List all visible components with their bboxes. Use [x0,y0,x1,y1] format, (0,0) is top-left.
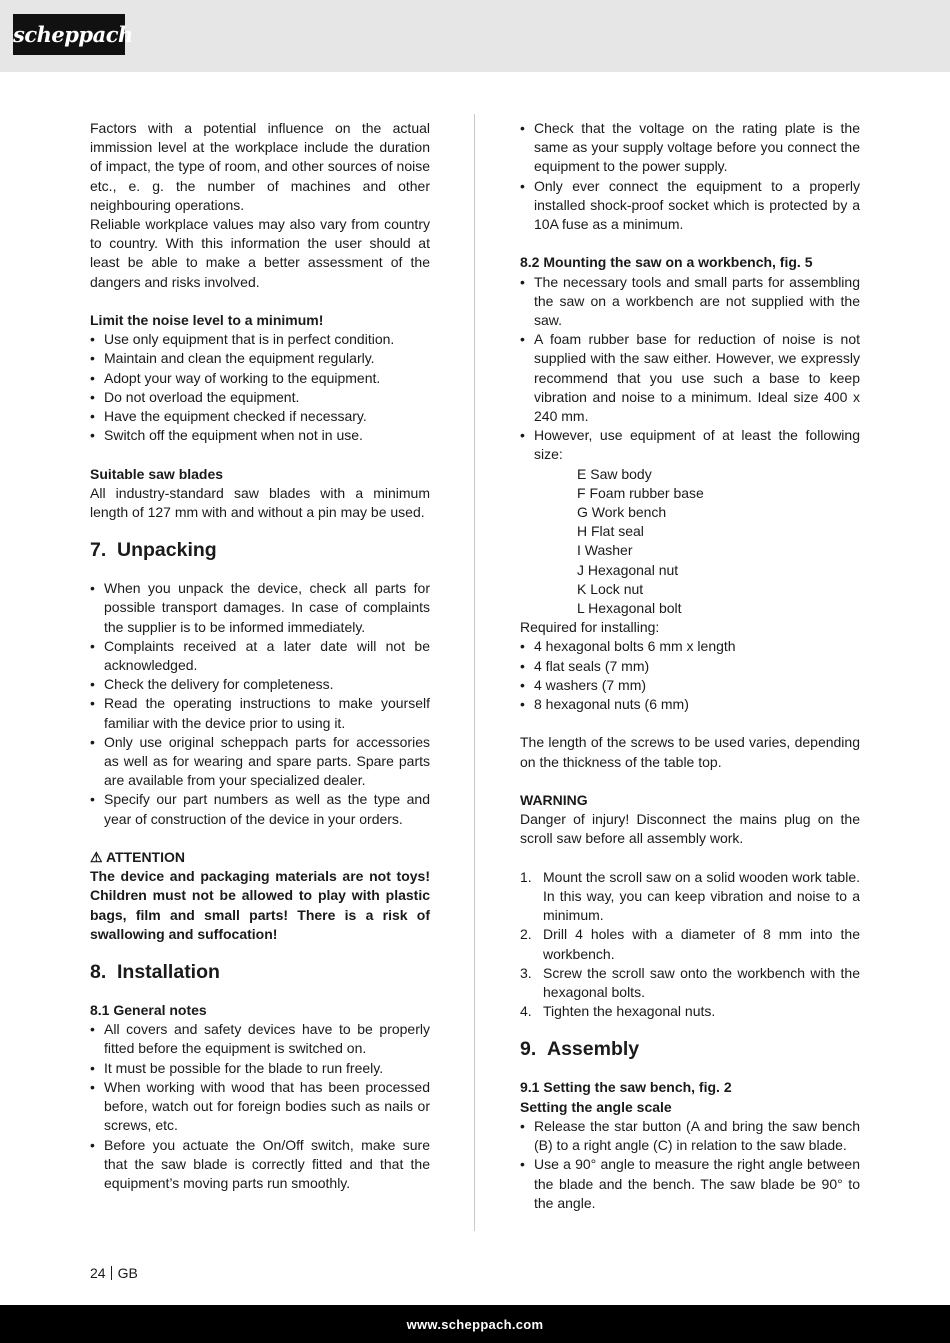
warning-heading: WARNING [520,792,588,809]
list-item: • Check the delivery for completeness. [90,675,430,694]
list-item: • Maintain and clean the equipment regularly. [90,349,430,368]
list-item: H Flat seal [577,523,644,540]
list-item: • 4 flat seals (7 mm) [520,657,860,676]
list-item: • Specify our part numbers as well as the type and year of construction of the device in your orders. [90,790,430,828]
step-item: 2. Drill 4 holes with a diameter of 8 mm into the workbench. [520,926,860,962]
list-item: • Switch off the equipment when not in use. [90,426,430,445]
angle-heading: Setting the angle scale [520,1098,672,1115]
mounting-steps [520,868,860,1022]
angle-list [520,1117,860,1213]
website-link[interactable]: www.scheppach.com [406,1317,544,1332]
attention-heading: ⚠ ATTENTION [90,849,186,866]
list-item: • Have the equipment checked if necessary. [90,407,430,426]
list-item: • Complaints received at a later date will not be acknowledged. [90,637,430,675]
right-column [520,119,860,1213]
list-item: • A foam rubber base for reduction of noise is not supplied with the saw either. However, we expressly recommend that you use such a base to keep vibration and noise to a minimum. Ideal size 400 x 240 mm. [520,330,860,426]
list-item: • Only use original scheppach parts for accessories as well as for wearing and spare parts. Spare parts are available from your specialized dealer. [90,733,430,791]
warning-text: Danger of injury! Disconnect the mains plug on the scroll saw before all assembly work. [520,811,860,847]
intro-paragraph: Reliable workplace values may also vary from country to country. With this information the user should at least be able to make a better assessment of the dangers and risks involved. [90,216,430,290]
list-item: • However, use equipment of at least the following size: [520,426,860,464]
bench-heading: 9.1 Setting the saw bench, fig. 2 [520,1079,732,1096]
list-item: • Release the star button (A and bring the saw bench (B) to a right angle (C) in relation to the saw blade. [520,1117,860,1155]
step-item: 3. Screw the scroll saw onto the workbench with the hexagonal bolts. [520,964,860,1001]
list-item: • Do not overload the equipment. [90,388,430,407]
required-label: Required for installing: [520,619,660,636]
parts-list [520,465,860,619]
list-item: J Hexagonal nut [577,561,679,578]
list-item: • 4 washers (7 mm) [520,676,860,695]
list-item: • It must be possible for the blade to run freely. [90,1059,430,1078]
list-item: • All covers and safety devices have to be properly fitted before the equipment is switched on. [90,1020,430,1058]
list-item: • When working with wood that has been processed before, watch out for foreign bodies such as nails or screws, etc. [90,1078,430,1136]
list-item: • 4 hexagonal bolts 6 mm x length [520,637,860,656]
list-item: • Before you actuate the On/Off switch, make sure that the saw blade is correctly fitted and that the equipment’s moving parts run smoothly. [90,1136,430,1194]
intro-paragraph: Factors with a potential influence on the actual immission level at the workplace include the duration of impact, the type of room, and other sources of noise etc., e. g. the number of machines and other neighbouring operations. [90,120,430,213]
attention-text: The device and packaging materials are not toys! Children must not be allowed to play with plastic bags, film and small parts! There is a risk of swallowing and suffocation! [90,868,430,942]
list-item: • Read the operating instructions to make yourself familiar with the device prior to using it. [90,694,430,732]
page-footer [0,1305,950,1343]
blades-paragraph: All industry-standard saw blades with a minimum length of 127 mm with and without a pin may be used. [90,484,430,521]
list-item: K Lock nut [577,580,644,597]
section-heading-unpacking: 7. Unpacking [90,539,217,562]
list-item: • Only ever connect the equipment to a properly installed shock-proof socket which is protected by a 10A fuse as a minimum. [520,177,860,235]
general-notes-heading: 8.1 General notes [90,1002,207,1019]
list-item: • Check that the voltage on the rating plate is the same as your supply voltage before you connect the equipment to the power supply. [520,119,860,177]
mount-list [520,273,860,465]
step-item: 1. Mount the scroll saw on a solid wooden work table. In this way, you can keep vibration and noise to a minimum. [520,868,860,924]
list-item: E Saw body [577,465,652,482]
mount-heading: 8.2 Mounting the saw on a workbench, fig. 5 [520,254,813,271]
noise-list [90,330,430,445]
blades-heading: Suitable saw blades [90,465,224,482]
warning-triangle-icon: ⚠ [90,849,103,866]
step-item: 4. Tighten the hexagonal nuts. [520,1003,716,1020]
list-item: • Use only equipment that is in perfect condition. [90,330,430,349]
list-item: • Adopt your way of working to the equipment. [90,369,430,388]
column-divider [474,114,475,1231]
voltage-list [520,119,860,234]
list-item: L Hexagonal bolt [577,600,682,617]
list-item: G Work bench [577,504,667,521]
list-item: • 8 hexagonal nuts (6 mm) [520,695,860,714]
noise-heading: Limit the noise level to a minimum! [90,312,324,329]
page-number: 24 GB [90,1265,138,1281]
page-header [0,0,950,72]
screws-paragraph: The length of the screws to be used varies, depending on the thickness of the table top. [520,734,860,770]
general-notes-list [90,1020,430,1193]
section-heading-installation: 8. Installation [90,961,220,984]
section-heading-assembly: 9. Assembly [520,1038,640,1061]
list-item: • When you unpack the device, check all parts for possible transport damages. In case of complaints the supplier is to be informed immediately. [90,579,430,637]
left-column [90,119,430,1193]
list-item: I Washer [577,542,633,559]
scheppach-logo: scheppach [13,14,125,55]
list-item: • Use a 90° angle to measure the right angle between the blade and the bench. The saw blade be 90° to the angle. [520,1155,860,1213]
unpack-list [90,579,430,829]
list-item: • The necessary tools and small parts for assembling the saw on a workbench are not supplied with the saw. [520,273,860,331]
list-item: F Foam rubber base [577,484,704,501]
required-list [520,637,860,714]
